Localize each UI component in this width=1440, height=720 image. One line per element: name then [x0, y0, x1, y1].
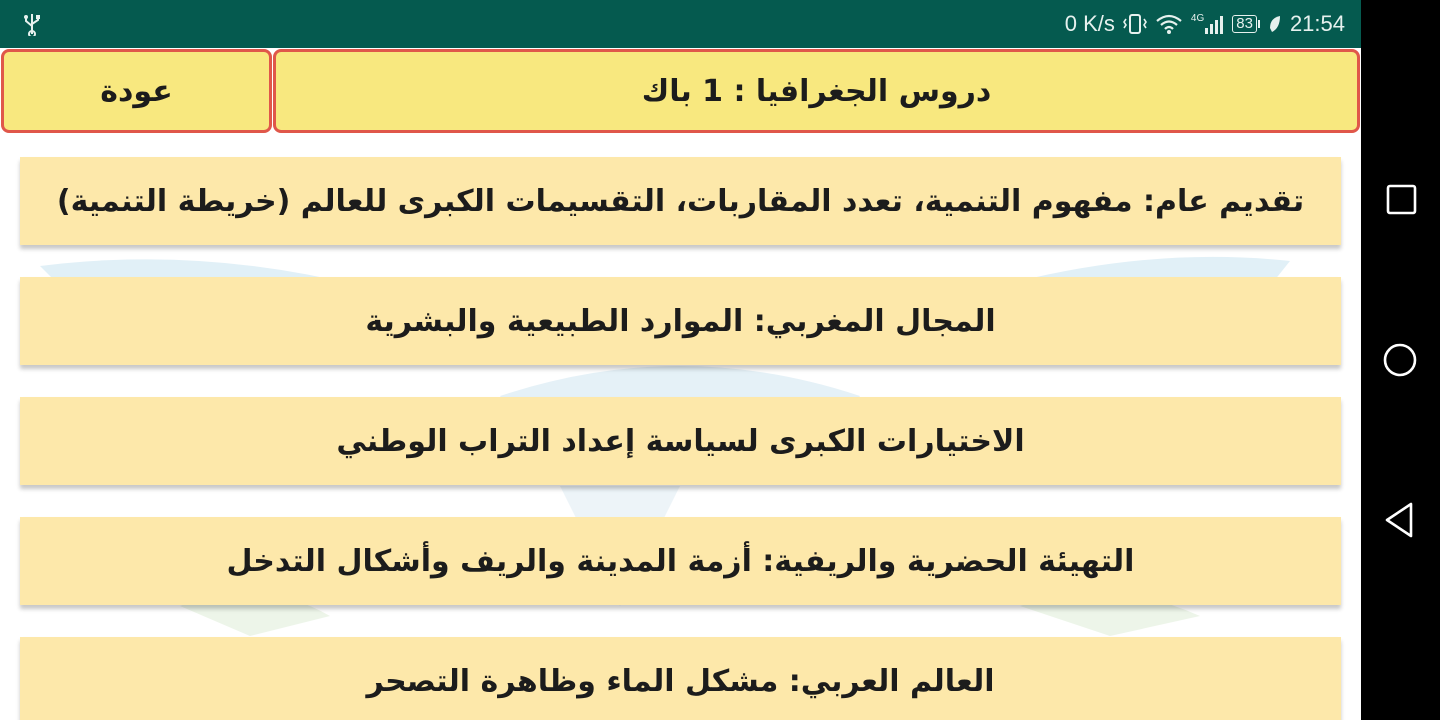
battery-indicator: [1232, 15, 1260, 33]
back-button[interactable]: عودة: [1, 49, 272, 133]
status-bar: [0, 0, 1361, 48]
lesson-list: [20, 157, 1341, 720]
back-nav-button[interactable]: [1381, 500, 1421, 540]
recent-apps-button[interactable]: [1381, 180, 1421, 220]
square-icon: [1381, 180, 1421, 220]
clock: 21:54: [1289, 11, 1345, 36]
vibrate-icon: [1123, 13, 1147, 35]
navigation-bar: [1361, 0, 1440, 720]
circle-icon: [1381, 340, 1421, 380]
wifi-icon: [1155, 13, 1183, 35]
network-speed: 0 K/s: [1064, 11, 1115, 36]
lesson-item-2[interactable]: المجال المغربي: الموارد الطبيعية والبشرية: [20, 277, 1341, 365]
leaf-icon: [1268, 14, 1282, 34]
lesson-item-1[interactable]: تقديم عام: مفهوم التنمية، تعدد المقاربات، التقسيمات الكبرى للعالم (خريطة التنمية): [20, 157, 1341, 245]
home-button[interactable]: [1381, 340, 1421, 380]
signal-icon: [1204, 14, 1224, 34]
lesson-item-5[interactable]: العالم العربي: مشكل الماء وظاهرة التصحر: [20, 637, 1341, 720]
lesson-item-4[interactable]: التهيئة الحضرية والريفية: أزمة المدينة والريف وأشكال التدخل: [20, 517, 1341, 605]
signal-type-label: 4G: [1190, 13, 1205, 24]
lesson-list-area[interactable]: [0, 136, 1361, 720]
battery-level: 83: [1232, 15, 1257, 33]
page-title: دروس الجغرافيا : 1 باك: [273, 49, 1360, 133]
lesson-item-3[interactable]: الاختيارات الكبرى لسياسة إعداد التراب الوطني: [20, 397, 1341, 485]
triangle-back-icon: [1381, 500, 1421, 540]
usb-icon: [22, 12, 42, 36]
